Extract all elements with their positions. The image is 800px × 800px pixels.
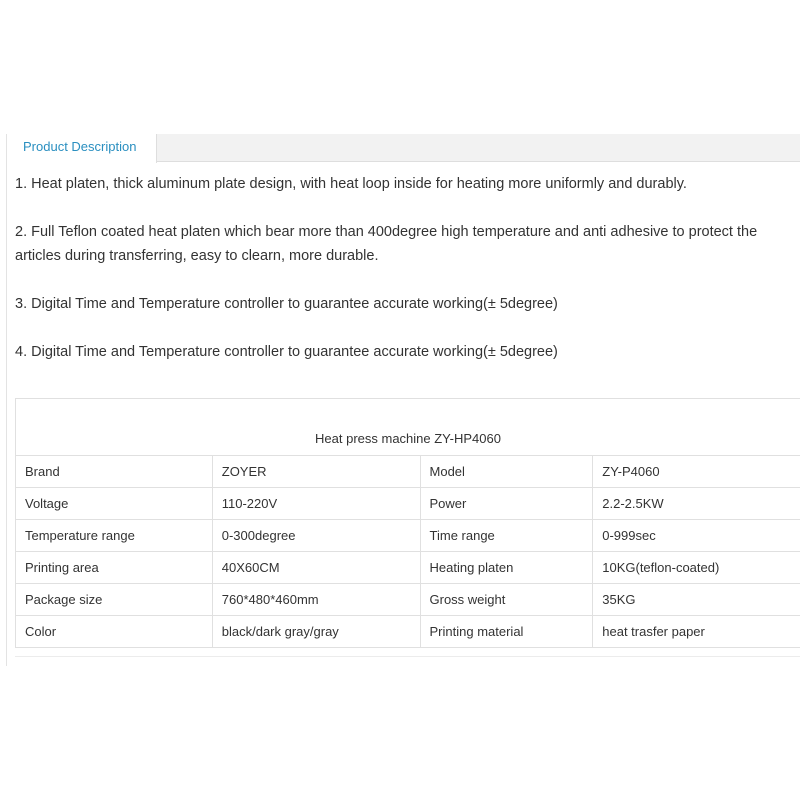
spec-value: black/dark gray/gray	[212, 616, 420, 648]
spec-value: 35KG	[593, 584, 800, 616]
product-detail-panel	[6, 134, 800, 666]
description-item-4: 4. Digital Time and Temperature controller to guarantee accurate working(± 5degree)	[15, 344, 558, 360]
spec-label: Voltage	[16, 488, 213, 520]
table-row	[16, 552, 800, 584]
table-row	[16, 584, 800, 616]
spec-label: Time range	[420, 520, 593, 552]
spec-label: Model	[420, 456, 593, 488]
table-row	[16, 616, 800, 648]
description-item-3: 3. Digital Time and Temperature controller to guarantee accurate working(± 5degree)	[15, 296, 558, 312]
spec-label: Gross weight	[420, 584, 593, 616]
spec-table	[15, 398, 800, 648]
spec-label: Power	[420, 488, 593, 520]
table-row	[16, 456, 800, 488]
spec-label: Package size	[16, 584, 213, 616]
description-item-1: 1. Heat platen, thick aluminum plate design, with heat loop inside for heating more uniformly and durably.	[15, 176, 687, 192]
description-item-2: 2. Full Teflon coated heat platen which bear more than 400degree high temperature and anti adhesive to protect the articles during transferring, easy to clearn, more durable.	[15, 224, 758, 264]
spec-value: 110-220V	[212, 488, 420, 520]
spec-value: 0-300degree	[212, 520, 420, 552]
spec-value: 0-999sec	[593, 520, 800, 552]
spec-value: heat trasfer paper	[593, 616, 800, 648]
spec-value: 2.2-2.5KW	[593, 488, 800, 520]
spec-title-row	[16, 399, 800, 456]
spec-label: Printing area	[16, 552, 213, 584]
spec-value: 40X60CM	[212, 552, 420, 584]
tab-bar	[7, 134, 800, 162]
spec-value: ZOYER	[212, 456, 420, 488]
tab-product-description[interactable]: Product Description	[7, 134, 157, 163]
spec-value: ZY-P4060	[593, 456, 800, 488]
spec-value: 10KG(teflon-coated)	[593, 552, 800, 584]
spec-table-title: Heat press machine ZY-HP4060	[16, 399, 800, 456]
spec-label: Temperature range	[16, 520, 213, 552]
table-row	[16, 520, 800, 552]
product-description	[15, 172, 795, 388]
spec-label: Heating platen	[420, 552, 593, 584]
table-row	[16, 488, 800, 520]
spec-label: Color	[16, 616, 213, 648]
spec-label: Printing material	[420, 616, 593, 648]
divider	[15, 656, 800, 657]
spec-label: Brand	[16, 456, 213, 488]
spec-value: 760*480*460mm	[212, 584, 420, 616]
